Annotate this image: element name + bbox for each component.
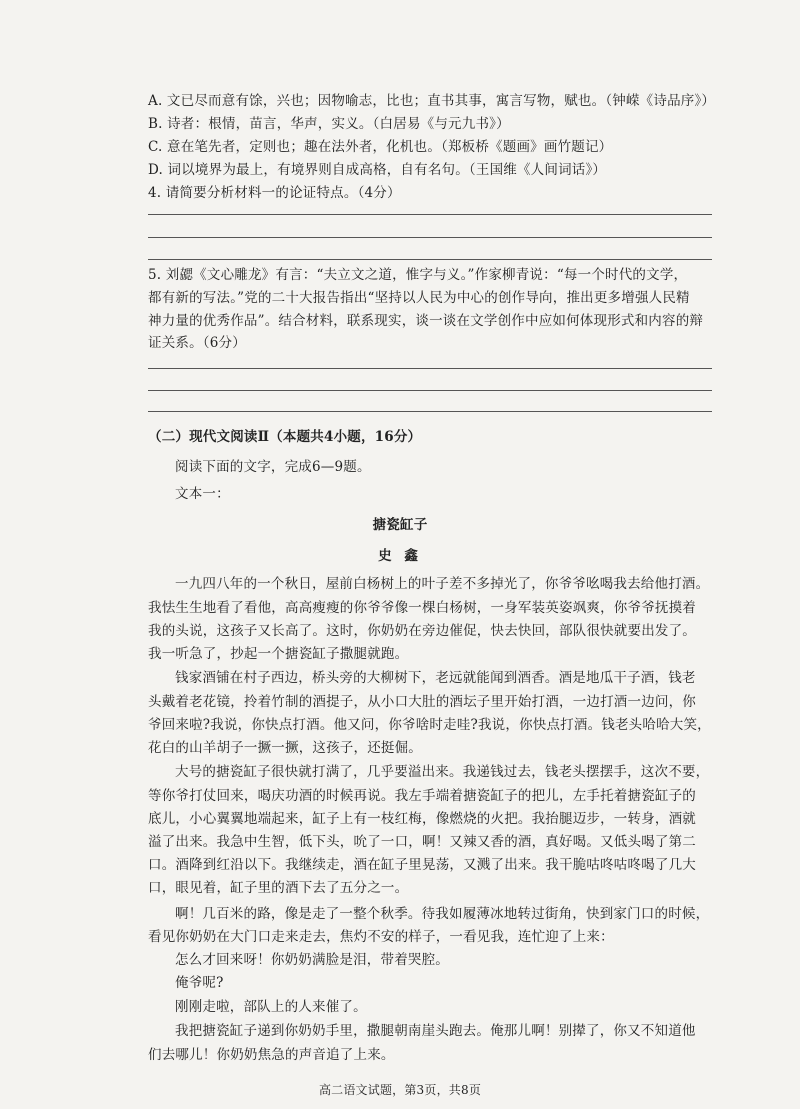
question-4: 4. 请简要分析材料一的论证特点。（4分） — [148, 185, 401, 201]
section-title: （二）现代文阅读Ⅱ（本题共4小题，16分） — [148, 429, 422, 445]
story-line: 我把搪瓷缸子递到你奶奶手里，撒腿朝南崖头跑去。俺那儿啊！别撵了，你又不知道他 — [175, 1023, 696, 1039]
story-line: 爷回来啦?我说，你快点打酒。他又问，你爷啥时走哇?我说，你快点打酒。钱老头哈哈大笑， — [148, 717, 711, 733]
answer-line — [148, 259, 712, 260]
story-line: 我一听急了，抄起一个搪瓷缸子撒腿就跑。 — [148, 646, 409, 662]
story-line: 刚刚走啦，部队上的人来催了。 — [175, 999, 367, 1015]
story-line: 口，眼见着，缸子里的酒下去了五分之一。 — [148, 880, 409, 896]
answer-line — [148, 237, 712, 238]
story-line: 啊！几百米的路，像是走了一整个秋季。待我如履薄冰地转过街角，快到家门口的时候， — [175, 906, 710, 922]
story-line: 怎么才回来呀！你奶奶满脸是泪，带着哭腔。 — [175, 952, 449, 968]
story-line: 看见你奶奶在大门口走来走去，焦灼不安的样子，一看见我，连忙迎了上来： — [148, 929, 614, 945]
option-a: A. 文已尽而意有馀，兴也；因物喻志，比也；直书其事，寓言写物，赋也。（钟嵘《诗品序》） — [148, 93, 716, 109]
story-author: 史 鑫 — [378, 548, 422, 564]
story-line: 大号的搪瓷缸子很快就打满了，几乎要溢出来。我递钱过去，钱老头摆摆手，这次不要， — [175, 764, 710, 780]
reading-instruction: 阅读下面的文字，完成6—9题。 — [175, 459, 371, 475]
question-5-line-3: 神力量的优秀作品”。结合材料，联系现实，谈一谈在文学创作中应如何体现形式和内容的辩 — [148, 313, 704, 329]
answer-line — [148, 411, 712, 412]
story-line: 头戴着老花镜，拎着竹制的酒提子，从小口大肚的酒坛子里开始打酒，一边打酒一边问，你 — [148, 694, 696, 710]
story-line: 我的头说，这孩子又长高了。这时，你奶奶在旁边催促，快去快回，部队很快就要出发了。 — [148, 623, 696, 639]
story-line: 等你爷打仗回来，喝庆功酒的时候再说。我左手端着搪瓷缸子的把儿，左手托着搪瓷缸子的 — [148, 788, 696, 804]
story-line: 们去哪儿！你奶奶焦急的声音追了上来。 — [148, 1047, 395, 1063]
story-line: 俺爷呢? — [175, 975, 224, 991]
story-line: 花白的山羊胡子一撅一撅，这孩子，还挺倔。 — [148, 740, 422, 756]
option-b: B. 诗者：根情，苗言，华声，实义。（白居易《与元九书》） — [148, 116, 510, 132]
question-5-line-1: 5. 刘勰《文心雕龙》有言：“夫立文之道，惟字与义。”作家柳青说：“每一个时代的文学， — [148, 267, 688, 283]
story-line: 一九四八年的一个秋日，屋前白杨树上的叶子差不多掉光了，你爷爷吆喝我去给他打酒。 — [175, 576, 710, 592]
answer-line — [148, 368, 712, 369]
answer-line — [148, 214, 712, 215]
story-line: 口。酒降到红沿以下。我继续走，酒在缸子里晃荡，又溅了出来。我干脆咕咚咕咚喝了几大 — [148, 857, 696, 873]
answer-line — [148, 390, 712, 391]
question-5-line-4: 证关系。（6分） — [148, 335, 246, 351]
story-line: 溢了出来。我急中生智，低下头，吮了一口，啊！又辣又香的酒，真好喝。又低头喝了第二 — [148, 834, 696, 850]
story-line: 我怯生生地看了看他，高高瘦瘦的你爷爷像一棵白杨树，一身军装英姿飒爽，你爷爷抚摸着 — [148, 600, 696, 616]
story-line: 钱家酒铺在村子西边，桥头旁的大柳树下，老远就能闻到酒香。酒是地瓜干子酒，钱老 — [175, 670, 696, 686]
story-title: 搪瓷缸子 — [372, 517, 428, 533]
option-c: C. 意在笔先者，定则也；趣在法外者，化机也。（郑板桥《题画》画竹题记） — [148, 139, 613, 155]
story-line: 底儿，小心翼翼地端起来，缸子上有一枝红梅，像燃烧的火把。我抬腿迈步，一转身，酒就 — [148, 811, 696, 827]
text-label: 文本一： — [175, 486, 230, 502]
page-footer: 高二语文试题，第3页，共8页 — [318, 1083, 482, 1097]
option-d: D. 词以境界为最上，有境界则自成高格，自有名句。（王国维《人间词话》） — [148, 162, 607, 178]
question-5-line-2: 都有新的写法。”党的二十大报告指出“坚持以人民为中心的创作导向，推出更多增强人民精 — [148, 290, 690, 306]
